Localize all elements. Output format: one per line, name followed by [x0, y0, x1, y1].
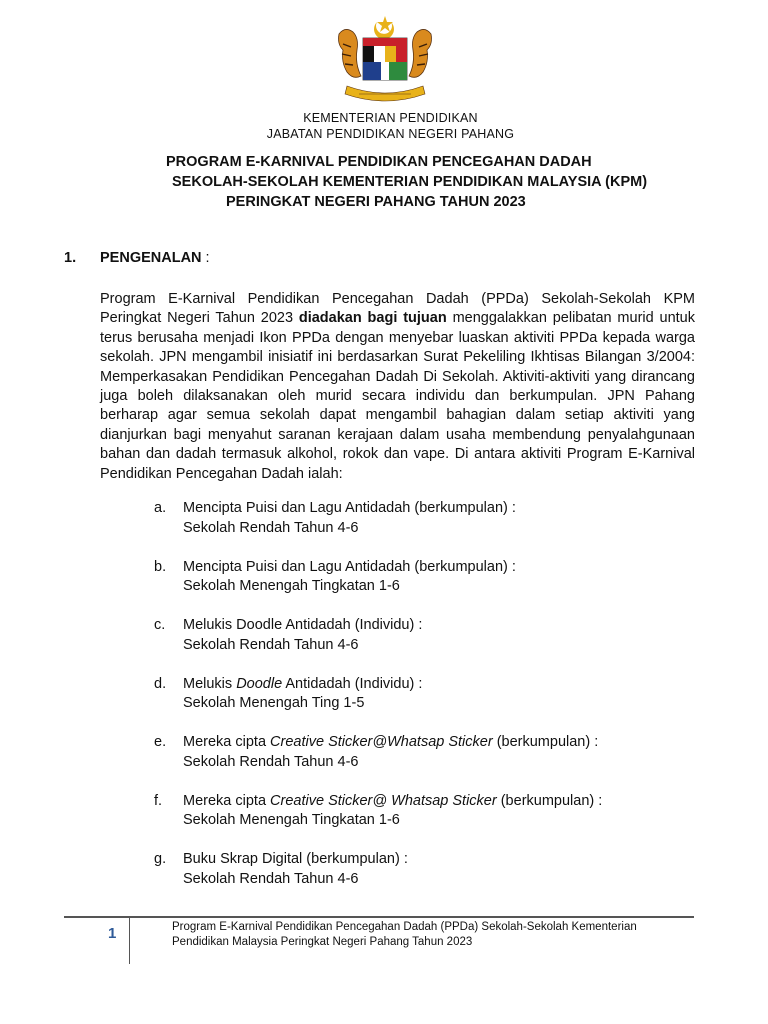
list-item	[154, 734, 674, 793]
para-text-1: Program E-Karnival Pendidikan Pencegahan Dadah (PPDa) Sekolah-Sekolah KPM Peringkat Negeri Tahun 2023	[100, 291, 695, 327]
activity-title: Mencipta Puisi dan Lagu Antidadah (berkumpulan) :	[183, 500, 516, 516]
footer-divider	[64, 916, 694, 918]
activity-title: Mereka cipta Creative Sticker@Whatsap Sticker (berkumpulan) :	[183, 734, 599, 750]
list-item	[154, 500, 674, 559]
ministry-header	[0, 110, 768, 142]
section-number: 1.	[64, 250, 77, 266]
list-marker: a.	[154, 500, 167, 516]
section-title: PENGENALAN	[100, 250, 202, 266]
introduction-paragraph	[100, 290, 695, 484]
activity-title: Buku Skrap Digital (berkumpulan) :	[183, 851, 408, 867]
department-name: JABATAN PENDIDIKAN NEGERI PAHANG	[266, 127, 515, 141]
activity-title: Melukis Doodle Antidadah (Individu) :	[183, 675, 423, 692]
list-item	[154, 676, 674, 735]
list-item	[154, 617, 674, 676]
activity-title: Melukis Doodle Antidadah (Individu) :	[183, 617, 423, 633]
activity-level: Sekolah Menengah Ting 1-5	[183, 695, 365, 711]
page-number: 1	[108, 925, 117, 942]
footer-line-2: Pendidikan Malaysia Peringkat Negeri Pahang Tahun 2023	[172, 936, 473, 948]
title-line-3: PERINGKAT NEGERI PAHANG TAHUN 2023	[226, 194, 526, 210]
list-marker: g.	[154, 851, 167, 867]
footer-line-1: Program E-Karnival Pendidikan Pencegahan Dadah (PPDa) Sekolah-Sekolah Kementerian	[172, 921, 637, 933]
para-text-2: menggalakkan pelibatan murid untuk terus berusaha menjadi Ikon PPDa dengan menyebar luaskan aktiviti PPDa kepada warga sekolah. JPN mengambil inisiatif ini berdasarkan Surat Pekeliling Ikhtisas Bilangan 3/2004: Memperkasakan Pendidikan Pencegahan Dadah Di Sekolah. Aktiviti-aktiviti yang dirancang juga boleh dilaksanakan oleh murid secara individu dan berkumpulan. JPN Pahang berharap agar semua sekolah dapat mengambil bahagian dalam setiap aktiviti yang dianjurkan bagi menyahut saranan kerajaan dalam usaha membendung penyalahgunaan bahan dan dadah termasuk alkohol, rokok dan vape. Di antara aktiviti Program E-Karnival Pendidikan Pencegahan Dadah ialah:	[100, 310, 696, 482]
activity-level: Sekolah Rendah Tahun 4-6	[183, 519, 359, 536]
footer-text	[172, 920, 702, 950]
activity-list	[154, 500, 674, 910]
list-marker: d.	[154, 675, 167, 692]
list-marker: b.	[154, 558, 167, 575]
title-line-2: SEKOLAH-SEKOLAH KEMENTERIAN PENDIDIKAN MALAYSIA (KPM)	[172, 174, 648, 190]
activity-level: Sekolah Rendah Tahun 4-6	[183, 753, 359, 770]
list-marker: e.	[154, 734, 167, 750]
activity-level: Sekolah Rendah Tahun 4-6	[183, 870, 359, 887]
section-heading	[64, 250, 210, 266]
list-marker: c.	[154, 617, 166, 633]
list-item	[154, 851, 674, 910]
list-item	[154, 793, 674, 852]
title-line-1: PROGRAM E-KARNIVAL PENDIDIKAN PENCEGAHAN DADAH	[166, 154, 592, 170]
para-bold-text: diadakan bagi tujuan	[298, 310, 447, 327]
activity-title: Mencipta Puisi dan Lagu Antidadah (berkumpulan) :	[183, 558, 516, 575]
section-title-colon: :	[201, 250, 210, 266]
list-marker: f.	[154, 792, 163, 809]
coat-of-arms-icon	[325, 14, 445, 110]
activity-level: Sekolah Menengah Tingkatan 1-6	[183, 578, 400, 594]
footer-separator	[129, 918, 130, 964]
activity-level: Sekolah Menengah Tingkatan 1-6	[183, 812, 400, 828]
activity-level: Sekolah Rendah Tahun 4-6	[183, 636, 359, 653]
jata-negara-crest	[325, 14, 445, 110]
ministry-name: KEMENTERIAN PENDIDIKAN	[303, 111, 478, 125]
activity-title: Mereka cipta Creative Sticker@ Whatsap Sticker (berkumpulan) :	[183, 792, 603, 809]
list-item	[154, 559, 674, 618]
